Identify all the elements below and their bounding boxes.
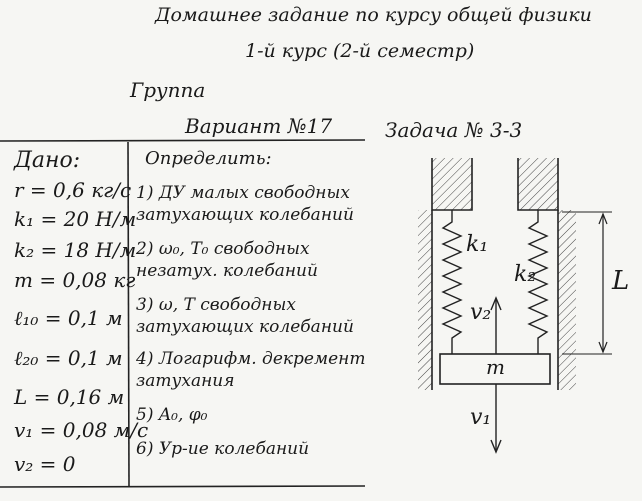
given-item: k₁ = 20 Н/м bbox=[14, 207, 137, 231]
label-k1: k₁ bbox=[466, 232, 489, 257]
label-length: L bbox=[612, 266, 630, 296]
find-item: 6) Ур-ие колебаний bbox=[136, 439, 310, 459]
label-v1: v₁ bbox=[470, 405, 492, 430]
left-ceiling-hatch bbox=[432, 158, 472, 210]
given-heading: Дано: bbox=[14, 148, 81, 173]
given-item: m = 0,08 кг bbox=[14, 268, 136, 292]
variant-label: Вариант №17 bbox=[185, 114, 333, 138]
find-item: затухания bbox=[136, 371, 235, 391]
given-item: v₁ = 0,08 м/с bbox=[14, 418, 149, 442]
given-item: L = 0,16 м bbox=[14, 385, 125, 409]
find-heading: Определить: bbox=[145, 148, 272, 169]
group-label: Группа bbox=[130, 78, 206, 102]
left-wall-hatch bbox=[418, 210, 432, 390]
title-line-2: 1-й курс (2-й семестр) bbox=[245, 40, 475, 62]
find-item: 4) Логарифм. декремент bbox=[136, 349, 366, 369]
label-k2: k₂ bbox=[514, 262, 537, 287]
find-item: 5) A₀, φ₀ bbox=[136, 405, 208, 425]
label-v2: v₂ bbox=[470, 300, 492, 325]
spring-k1 bbox=[443, 210, 461, 354]
label-mass: m bbox=[486, 355, 505, 379]
title-line-1: Домашнее задание по курсу общей физики bbox=[155, 4, 592, 26]
given-item: ℓ₁₀ = 0,1 м bbox=[14, 306, 123, 330]
find-item: затухающих колебаний bbox=[136, 205, 354, 225]
given-item: v₂ = 0 bbox=[14, 452, 76, 476]
find-item: 3) ω, T свободных bbox=[136, 295, 296, 315]
find-item: 2) ω₀, T₀ свободных bbox=[136, 239, 310, 259]
right-ceiling-hatch bbox=[518, 158, 558, 210]
given-item: r = 0,6 кг/с bbox=[14, 178, 132, 202]
problem-label: Задача № 3-3 bbox=[385, 118, 523, 142]
find-item: 1) ДУ малых свободных bbox=[136, 183, 350, 203]
find-item: незатух. колебаний bbox=[136, 261, 318, 281]
right-wall-hatch bbox=[558, 210, 576, 390]
find-item: затухающих колебаний bbox=[136, 317, 354, 337]
given-item: k₂ = 18 Н/м bbox=[14, 238, 137, 262]
given-item: ℓ₂₀ = 0,1 м bbox=[14, 346, 123, 370]
